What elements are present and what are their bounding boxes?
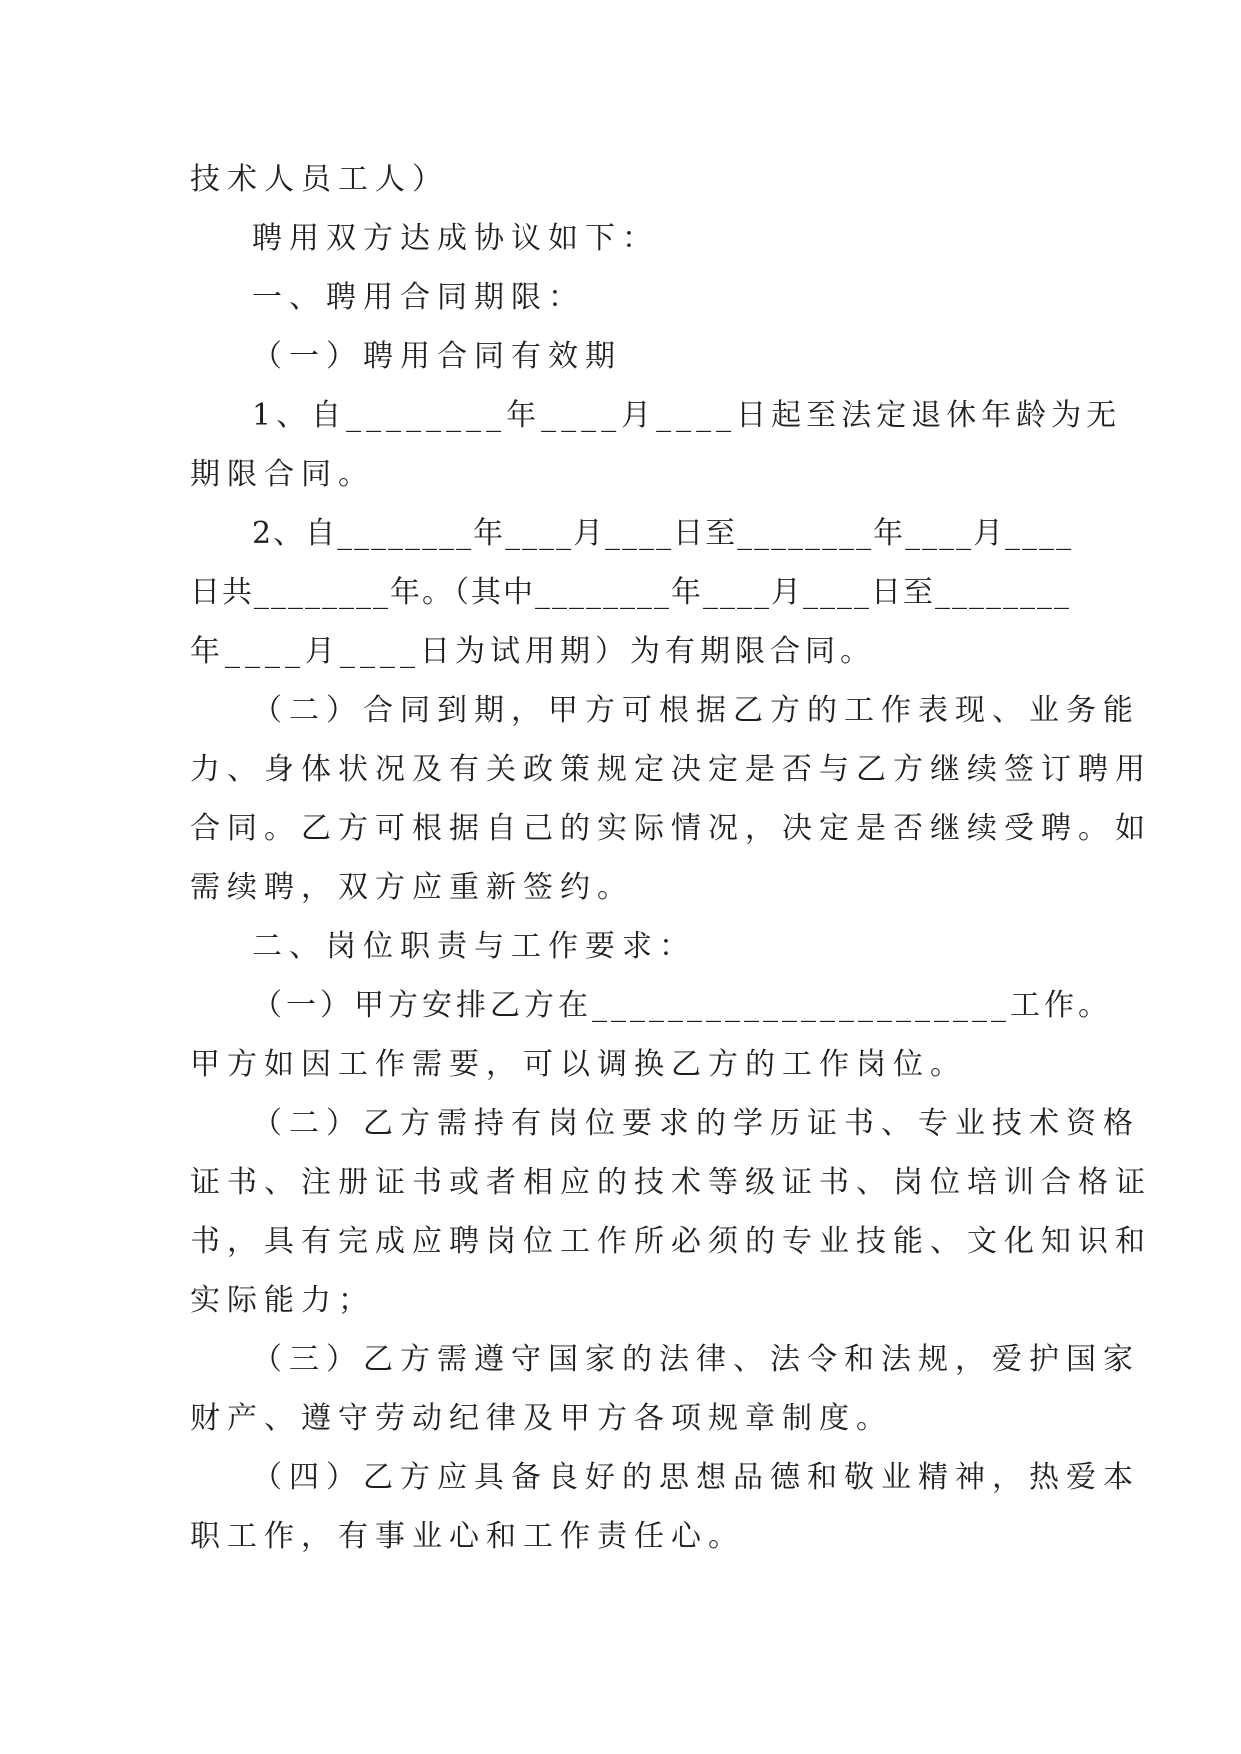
- text-line: 合同。乙方可根据自己的实际情况，决定是否继续受聘。如: [190, 811, 1152, 846]
- text-line: （二）乙方需持有岗位要求的学历证书、专业技术资格: [252, 1106, 1140, 1141]
- text-line: 2、自________年____月____日至________年____月____: [252, 516, 1074, 551]
- text-line: 年____月____日为试用期）为有期限合同。: [190, 634, 875, 669]
- text-line: 技术人员工人）: [190, 162, 449, 197]
- text-line: （一）甲方安排乙方在______________________工作。: [252, 988, 1112, 1023]
- text-line: 书，具有完成应聘岗位工作所必须的专业技能、文化知识和: [190, 1224, 1152, 1259]
- text-line: 实际能力；: [190, 1283, 375, 1318]
- text-line: 聘用双方达成协议如下：: [252, 221, 659, 256]
- section-heading: 一、聘用合同期限：: [252, 280, 585, 315]
- text-line: 1、自________年____月____日起至法定退休年龄为无: [252, 398, 1122, 433]
- section-heading: 二、岗位职责与工作要求：: [252, 929, 696, 964]
- text-line: 甲方如因工作需要，可以调换乙方的工作岗位。: [190, 1047, 967, 1082]
- text-line: 日共________年。（其中________年____月____日至________: [190, 575, 1071, 610]
- text-line: 期限合同。: [190, 457, 375, 492]
- text-line: （四）乙方应具备良好的思想品德和敬业精神，热爱本: [252, 1460, 1140, 1495]
- text-line: 财产、遵守劳动纪律及甲方各项规章制度。: [190, 1401, 893, 1436]
- text-line: 需续聘，双方应重新签约。: [190, 870, 634, 905]
- subsection-heading: （一）聘用合同有效期: [252, 339, 622, 374]
- text-line: （二）合同到期，甲方可根据乙方的工作表现、业务能: [252, 693, 1140, 728]
- text-line: 职工作，有事业心和工作责任心。: [190, 1519, 745, 1554]
- text-line: 力、身体状况及有关政策规定决定是否与乙方继续签订聘用: [190, 752, 1152, 787]
- text-line: （三）乙方需遵守国家的法律、法令和法规，爱护国家: [252, 1342, 1140, 1377]
- text-line: 证书、注册证书或者相应的技术等级证书、岗位培训合格证: [190, 1165, 1152, 1200]
